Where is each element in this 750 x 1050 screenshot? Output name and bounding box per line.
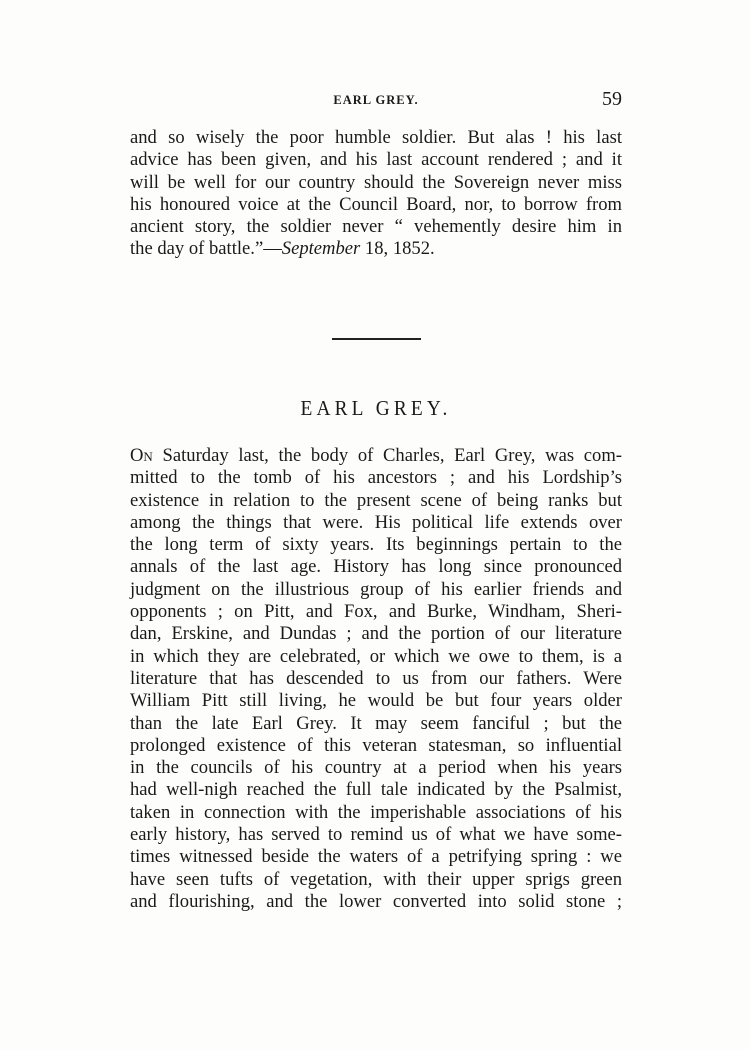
text-line: dan, Erskine, and Dundas ; and the portion of our literature: [130, 623, 622, 645]
section-divider: [332, 338, 421, 340]
text-line-last: [130, 238, 622, 260]
page-number: 59: [602, 88, 622, 110]
section-title: EARL GREY.: [300, 396, 452, 420]
text-line: his honoured voice at the Council Board, nor, to borrow from: [130, 193, 622, 215]
text-line: among the things that were. His political life extends over: [130, 511, 622, 533]
date-month: September: [281, 238, 361, 260]
text-line: annals of the last age. History has long since pronounced: [130, 556, 622, 578]
date-rest: 18, 1852.: [360, 238, 435, 260]
opening-word: On: [130, 445, 153, 466]
running-head: [130, 90, 622, 112]
text-line: opponents ; on Pitt, and Fox, and Burke, Windham, Sheri-: [130, 601, 622, 623]
text-line: prolonged existence of this veteran statesman, so influential: [130, 734, 622, 756]
text-line: taken in connection with the imperishable associations of his: [130, 801, 622, 823]
text-fragment: the day of battle.”—: [130, 238, 282, 260]
text-line: in the councils of his country at a period when his years: [130, 757, 622, 779]
text-line: than the late Earl Grey. It may seem fanciful ; but the: [130, 712, 622, 734]
text-line: William Pitt still living, he would be but four years older: [130, 690, 622, 712]
text-line: have seen tufts of vegetation, with their upper sprigs green: [130, 868, 622, 890]
main-passage: [130, 445, 622, 913]
text-line: ancient story, the soldier never “ vehemently desire him in: [130, 216, 622, 238]
text-fragment: Saturday last, the body of Charles, Earl Grey, was com-: [152, 445, 622, 466]
text-line: had well-nigh reached the full tale indicated by the Psalmist,: [130, 779, 622, 801]
text-line: existence in relation to the present scene of being ranks but: [130, 489, 622, 511]
text-line: the long term of sixty years. Its beginnings pertain to the: [130, 534, 622, 556]
running-title: EARL GREY.: [333, 93, 419, 107]
text-line: and so wisely the poor humble soldier. But alas ! his last: [130, 127, 622, 148]
text-line: early history, has served to remind us of what we have some-: [130, 824, 622, 846]
text-line-first: [130, 445, 622, 467]
text-line: times witnessed beside the waters of a petrifying spring : we: [130, 846, 622, 868]
text-line: judgment on the illustrious group of his earlier friends and: [130, 578, 622, 600]
text-line: advice has been given, and his last account rendered ; and it: [130, 149, 622, 171]
top-passage: [130, 127, 622, 261]
text-line: mitted to the tomb of his ancestors ; and his Lordship’s: [130, 467, 622, 489]
text-line: in which they are celebrated, or which we owe to them, is a: [130, 645, 622, 667]
text-line: literature that has descended to us from our fathers. Were: [130, 667, 622, 689]
text-line: and flourishing, and the lower converted into solid stone ;: [130, 890, 622, 912]
text-line: will be well for our country should the Sovereign never miss: [130, 171, 622, 193]
